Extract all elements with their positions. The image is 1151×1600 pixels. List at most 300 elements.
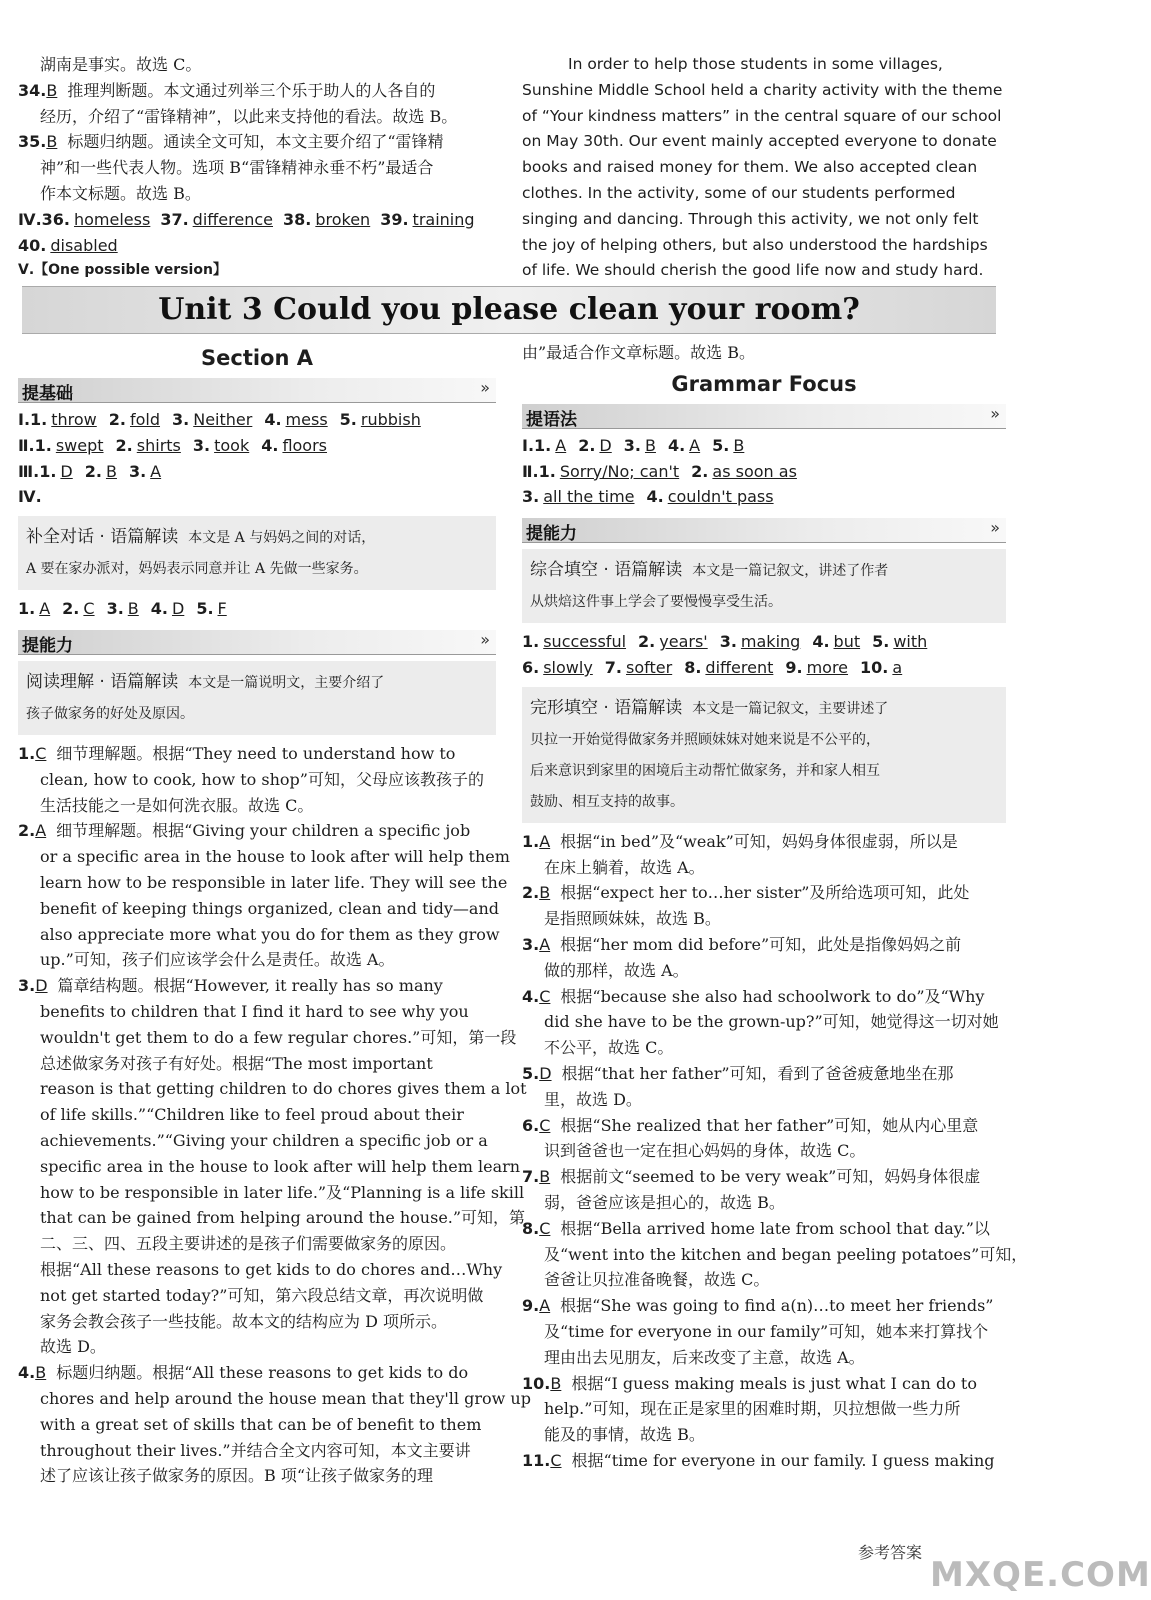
line-text: 生活技能之一是如何洗衣服。故选 C。 xyxy=(40,795,314,815)
summary-line xyxy=(530,724,998,755)
question-number: 8. xyxy=(522,1218,540,1238)
line-text: 根据“her mom did before”可知，此处是指像妈妈之前 xyxy=(560,934,962,954)
summary-line xyxy=(530,786,998,817)
answer-word: B xyxy=(733,435,745,455)
answers-row xyxy=(18,207,496,233)
answer-word: years' xyxy=(659,632,708,652)
summary-text: 后来意识到家里的困境后主动帮忙做家务，并和家人相互 xyxy=(530,762,880,779)
answer-word: couldn't pass xyxy=(667,487,774,507)
answers-row xyxy=(18,459,496,485)
line-text: 做的那样，故选 A。 xyxy=(544,960,689,980)
answer-word: C xyxy=(83,599,95,619)
summary-line xyxy=(26,698,488,729)
answer-item xyxy=(340,410,421,429)
answer-word: as soon as xyxy=(712,461,797,481)
row-label: Ⅳ. xyxy=(18,209,42,229)
summary-title: 综合填空 · 语篇解读 xyxy=(530,560,683,581)
line-text: 及“time for everyone in our family”可知，她本来打算找个 xyxy=(544,1321,989,1341)
summary-text: 贝拉一开始觉得做家务并照顾妹妹对她来说是不公平的， xyxy=(530,731,880,748)
answer-word: A xyxy=(689,435,701,455)
answer-item xyxy=(30,410,97,429)
passage-summary-box xyxy=(522,687,1006,823)
line-text: 在床上躺着，故选 A。 xyxy=(544,857,705,877)
answer-item xyxy=(812,632,860,651)
cloze-answer-line xyxy=(522,1293,1006,1319)
cloze-answer-line xyxy=(522,1267,1006,1293)
cloze-answer-line xyxy=(522,1164,1006,1190)
cloze-answer-line xyxy=(522,1422,1006,1448)
answer-number: 3. xyxy=(172,410,190,429)
answer-word: making xyxy=(740,632,801,652)
answer-item xyxy=(283,210,370,229)
question-line xyxy=(18,1076,527,1102)
line-text: clean, how to cook, how to shop”可知，父母应该教孩子的 xyxy=(40,769,484,789)
section-bar-label: 提能力 xyxy=(22,635,73,656)
answer-item xyxy=(522,632,626,651)
essay-line: clothes. In the activity, some of our students performed xyxy=(522,183,956,202)
explanation-line xyxy=(18,181,496,207)
question-line xyxy=(18,844,510,870)
line-text: 湖南是事实。故选 C。 xyxy=(40,55,202,74)
chevron-right-icon: » xyxy=(990,518,1000,538)
cloze-answer-line xyxy=(522,1138,1006,1164)
line-text: 及“went into the kitchen and began peeling potatoes”可知， xyxy=(544,1244,1028,1264)
section-label: Ⅴ.【One possible version】 xyxy=(18,262,227,279)
line-text: help.”可知，现在正是家里的困难时期，贝拉想做一些力所 xyxy=(544,1399,961,1419)
line-text: 根据“She realized that her father”可知，她从内心里意 xyxy=(560,1115,979,1135)
answer-letter: B xyxy=(35,1363,47,1383)
cloze-answer-line xyxy=(522,984,1006,1010)
question-line xyxy=(18,1154,521,1180)
answer-number: 3. xyxy=(522,487,540,507)
answer-number: 36. xyxy=(41,209,70,229)
question-line xyxy=(18,741,496,767)
answer-item xyxy=(720,632,801,651)
answers-row xyxy=(18,233,496,259)
line-text: of life skills.”“Children like to feel proud about their xyxy=(40,1105,464,1125)
summary-title: 阅读理解 · 语篇解读 xyxy=(26,671,179,692)
line-text: 不公平，故选 C。 xyxy=(544,1038,674,1058)
answer-item xyxy=(62,599,94,618)
line-text: 根据“I guess making meals is just what I can do to xyxy=(571,1373,977,1393)
answer-word: A xyxy=(39,599,51,619)
answer-number: 1. xyxy=(18,599,36,619)
passage-summary-box xyxy=(18,516,496,590)
line-text: reason is that getting children to do chores gives them a lot xyxy=(40,1079,527,1099)
passage-summary-box xyxy=(18,661,496,735)
answer-letter: D xyxy=(35,976,48,996)
question-number: 4. xyxy=(18,1363,36,1383)
cloze-answer-line xyxy=(522,1009,1006,1035)
line-text: 总述做家务对孩子有好处。根据“The most important xyxy=(40,1053,433,1073)
section-bar xyxy=(18,630,496,655)
question-number: 11. xyxy=(522,1450,551,1470)
answers-row xyxy=(18,596,496,622)
cloze-answer-line xyxy=(522,1448,1006,1474)
top-right-block xyxy=(522,52,1006,284)
answer-item xyxy=(151,599,185,618)
answer-item xyxy=(160,210,273,229)
answer-number: 39. xyxy=(380,209,409,229)
unit-title-banner xyxy=(22,286,996,334)
answer-word: a xyxy=(892,657,903,677)
summary-line xyxy=(26,667,488,698)
line-text: 识到爸爸也一定在担心妈妈的身体，故选 C。 xyxy=(544,1141,866,1161)
answer-letter: C xyxy=(550,1450,562,1470)
line-text: 爸爸让贝拉准备晚餐，故选 C。 xyxy=(544,1270,770,1290)
summary-title: 完形填空 · 语篇解读 xyxy=(530,697,683,718)
cloze-answer-line xyxy=(522,829,1006,855)
section-bar-label: 提能力 xyxy=(526,524,577,545)
answer-item xyxy=(193,436,249,455)
footer-label: 参考答案 xyxy=(858,1543,923,1562)
answers-row xyxy=(522,655,1006,681)
question-line xyxy=(18,1283,496,1309)
row-label: Ⅱ. xyxy=(522,461,539,481)
line-text: 标题归纳题。根据“All these reasons to get kids to do xyxy=(56,1363,469,1383)
answer-item xyxy=(129,462,161,481)
cloze-answer-line xyxy=(522,1216,1006,1242)
answer-letter: A xyxy=(35,821,47,841)
answers-row xyxy=(522,484,1006,510)
answer-word: training xyxy=(412,209,475,229)
question-line xyxy=(18,896,499,922)
answer-item xyxy=(172,410,252,429)
line-text: up.”可知，孩子们应该学会什么是责任。故选 A。 xyxy=(40,950,395,970)
question-line xyxy=(18,1386,531,1412)
answer-item xyxy=(534,436,566,455)
question-line xyxy=(18,1412,496,1438)
question-number: 1. xyxy=(522,831,540,851)
answer-number: 5. xyxy=(196,599,214,619)
answer-number: 5. xyxy=(872,632,890,652)
answer-letter: B xyxy=(539,1167,551,1187)
question-line xyxy=(18,818,496,844)
answer-letter: B xyxy=(550,1373,562,1393)
answer-item xyxy=(39,462,73,481)
summary-text: 本文是 A 与妈妈之间的对话， xyxy=(188,530,376,547)
answer-item xyxy=(605,658,672,677)
cloze-answer-line xyxy=(522,1371,1006,1397)
answer-number: 4. xyxy=(667,435,686,455)
passage-summary-box xyxy=(522,549,1006,623)
answer-number: 2. xyxy=(638,632,656,652)
question-line xyxy=(18,1257,503,1283)
line-text: 能及的事情，故选 B。 xyxy=(544,1425,705,1445)
answer-letter: D xyxy=(539,1063,552,1083)
line-text: throughout their lives.”并结合全文内容可知，本文主要讲 xyxy=(40,1440,471,1460)
cloze-answer-line xyxy=(522,855,1006,881)
answers-row xyxy=(522,459,1006,485)
answer-word: floors xyxy=(282,435,328,455)
line-text: 故选 D。 xyxy=(40,1337,106,1357)
question-line xyxy=(18,767,496,793)
answer-word: B xyxy=(644,435,656,455)
line-text: 弱，爸爸应该是担心的，故选 B。 xyxy=(544,1192,785,1212)
answer-number: 1. xyxy=(522,632,540,652)
answer-number: 10. xyxy=(860,657,889,677)
answer-letter: B xyxy=(46,132,58,152)
question-number: 2. xyxy=(522,883,540,903)
answer-number: 8. xyxy=(684,657,702,677)
answer-item xyxy=(109,410,160,429)
answer-word: more xyxy=(806,657,849,677)
answer-word: with xyxy=(893,632,928,652)
summary-text: A 要在家办派对，妈妈表示同意并让 A 先做一些家务。 xyxy=(26,561,368,578)
answer-item xyxy=(85,462,117,481)
question-line xyxy=(18,1309,496,1335)
line-text: 家务会教会孩子一些技能。故本文的结构应为 D 项所示。 xyxy=(40,1311,448,1331)
unit-title: Unit 3 Could you please clean your room? xyxy=(158,292,860,327)
answer-word: slowly xyxy=(543,657,593,677)
essay-line: the joy of helping others, but also understood the hardships xyxy=(522,235,988,254)
answer-number: 4. xyxy=(812,632,830,652)
cloze-answer-line xyxy=(522,1319,1006,1345)
question-number: 7. xyxy=(522,1167,540,1187)
essay-line: of “Your kindness matters” in the central square of our school xyxy=(522,106,1002,125)
line-text: wouldn't get them to do a few regular chores.”可知，第一段 xyxy=(40,1027,517,1047)
question-line xyxy=(18,1360,496,1386)
answer-word: mess xyxy=(285,410,328,429)
summary-text: 鼓励、相互支持的故事。 xyxy=(530,793,684,810)
answer-word: homeless xyxy=(74,209,151,229)
summary-line xyxy=(530,693,998,724)
question-number: 1. xyxy=(18,743,36,763)
line-text: 根据“in bed”及“weak”可知，妈妈身体很虚弱，所以是 xyxy=(560,831,958,851)
answer-number: 4. xyxy=(150,599,168,619)
question-line xyxy=(18,922,500,948)
summary-title: 补全对话 · 语篇解读 xyxy=(26,527,179,548)
summary-text: 本文是一篇记叙文，讲述了作者 xyxy=(692,563,889,580)
answers-row xyxy=(522,433,1006,459)
answer-letter: C xyxy=(539,1115,551,1135)
essay-line: on May 30th. Our event mainly accepted everyone to donate xyxy=(522,132,997,151)
question-line xyxy=(18,1180,525,1206)
explanation-line xyxy=(18,129,496,155)
line-text: not get started today?”可知，第六段总结文章，再次说明做 xyxy=(40,1285,484,1305)
line-text: 理由出去见朋友，后来改变了主意，故选 A。 xyxy=(544,1347,865,1367)
explanation-line xyxy=(18,78,496,104)
answer-word: all the time xyxy=(543,487,635,507)
essay-line: books and raised money for them. We also accepted clean xyxy=(522,158,978,177)
answers-row xyxy=(18,433,496,459)
answer-letter: C xyxy=(539,1218,551,1238)
question-line xyxy=(18,1051,496,1077)
line-text: specific area in the house to look after will help them learn xyxy=(40,1156,521,1176)
answer-number: 2. xyxy=(115,435,133,455)
answer-number: 3. xyxy=(128,461,147,481)
answer-item xyxy=(638,632,708,651)
chevron-right-icon: » xyxy=(990,403,1000,423)
answer-item xyxy=(712,436,744,455)
question-number: 2. xyxy=(18,821,36,841)
line-text: 细节理解题。根据“Giving your children a specific job xyxy=(56,821,471,841)
question-number: 10. xyxy=(522,1373,551,1393)
chevron-right-icon: » xyxy=(480,378,490,397)
answer-word: swept xyxy=(55,435,104,455)
top-left-block xyxy=(18,52,496,284)
line-text: with a great set of skills that can be of benefit to them xyxy=(40,1414,482,1434)
answer-word: shirts xyxy=(136,435,181,455)
question-line xyxy=(18,870,508,896)
answer-letter: B xyxy=(539,883,551,903)
answer-number: 3. xyxy=(192,435,211,455)
answer-word: different xyxy=(705,657,774,677)
answer-number: 1. xyxy=(534,435,552,455)
line-text: did she have to be the grown-up?”可知，她觉得这一切对她 xyxy=(544,1012,999,1032)
summary-text: 本文是一篇说明文，主要介绍了 xyxy=(188,674,385,691)
section-bar xyxy=(18,378,496,403)
left-column xyxy=(18,340,531,1489)
answer-word: broken xyxy=(315,209,371,229)
answer-item xyxy=(691,462,797,481)
answer-item xyxy=(539,462,680,481)
section-bar-label: 提基础 xyxy=(22,384,73,404)
answer-number: 5. xyxy=(712,435,730,455)
line-text: 根据“expect her to…her sister”及所给选项可知，此处 xyxy=(560,883,970,903)
essay-line: singing and dancing. Through this activity, we not only felt xyxy=(522,209,979,228)
summary-text: 从烘焙这件事上学会了要慢慢享受生活。 xyxy=(530,594,782,611)
cloze-answer-line xyxy=(522,1242,1028,1268)
answer-word: Neither xyxy=(193,410,253,429)
answer-word: but xyxy=(833,632,861,652)
summary-line xyxy=(530,555,998,586)
line-text: 二、三、四、五段主要讲述的是孩子们需要做家务的原因。 xyxy=(40,1234,457,1254)
line-text: or a specific area in the house to look after will help them xyxy=(40,847,510,867)
cloze-answer-line xyxy=(522,932,1006,958)
answer-word: throw xyxy=(51,410,97,429)
question-number: 3. xyxy=(522,934,540,954)
question-line xyxy=(18,947,496,973)
answer-number: 40. xyxy=(18,235,47,255)
essay-line: In order to help those students in some villages, xyxy=(568,55,943,73)
row-label: Ⅱ. xyxy=(18,435,35,455)
question-line xyxy=(18,1205,526,1231)
answer-word: difference xyxy=(192,209,273,229)
summary-line xyxy=(530,755,998,786)
answer-number: 2. xyxy=(691,461,709,481)
answer-item xyxy=(18,599,50,618)
line-text: that can be gained from helping around the house.”可知，第 xyxy=(40,1208,526,1228)
line-text: 标题归纳题。通读全文可知，本文主要介绍了“雷锋精 xyxy=(67,132,444,152)
cloze-answer-line xyxy=(522,1035,1006,1061)
answer-word: Sorry/No; can't xyxy=(559,461,680,481)
answer-item xyxy=(522,487,635,506)
line-text: 根据“that her father”可知，看到了爸爸疲惫地坐在那 xyxy=(561,1063,954,1083)
answer-item xyxy=(35,436,104,455)
question-line xyxy=(18,1463,496,1489)
right-column xyxy=(522,340,1028,1474)
question-number: 5. xyxy=(522,1063,540,1083)
summary-line xyxy=(530,586,998,617)
cloze-answer-line xyxy=(522,1061,1006,1087)
section-bar xyxy=(522,518,1006,543)
question-line xyxy=(18,1128,496,1154)
answer-number: 2. xyxy=(62,599,80,619)
answer-word: D xyxy=(60,461,73,481)
summary-line xyxy=(26,553,488,584)
chevron-right-icon: » xyxy=(480,629,490,649)
answer-item xyxy=(872,632,927,651)
line-text: 作本文标题。故选 B。 xyxy=(40,183,201,203)
row-label: Ⅲ. xyxy=(18,461,40,481)
line-text: 根据“time for everyone in our family. I guess making xyxy=(571,1450,995,1470)
question-line xyxy=(18,793,496,819)
answer-item xyxy=(684,658,773,677)
answer-item xyxy=(380,210,474,229)
line-text: 是指照顾妹妹，故选 B。 xyxy=(544,909,721,929)
answer-number: 2. xyxy=(578,435,596,455)
answer-item xyxy=(107,599,139,618)
question-number: 3. xyxy=(18,976,36,996)
answer-word: disabled xyxy=(50,235,118,255)
question-line xyxy=(18,973,496,999)
watermark: MXQE.COM xyxy=(930,1555,1151,1595)
answer-letter: A xyxy=(539,831,551,851)
answer-letter: A xyxy=(539,1296,551,1316)
answer-item xyxy=(785,658,848,677)
row-label: Ⅰ. xyxy=(522,435,535,455)
line-text: 根据“Bella arrived home late from school that day.”以 xyxy=(560,1218,990,1238)
cloze-answer-line xyxy=(522,906,1006,932)
question-line xyxy=(18,1438,496,1464)
answer-number: 7. xyxy=(604,657,623,677)
question-line xyxy=(18,1231,496,1257)
answer-word: rubbish xyxy=(360,410,421,429)
answer-number: 9. xyxy=(785,657,803,677)
answer-word: F xyxy=(217,599,227,619)
line-text: 篇章结构题。根据“However, it really has so many xyxy=(57,976,443,996)
answer-item xyxy=(668,436,700,455)
answer-number: 1. xyxy=(39,461,57,481)
cloze-answer-line xyxy=(522,1087,1006,1113)
answer-item xyxy=(196,599,226,618)
cloze-answer-line xyxy=(522,1396,1006,1422)
question-number: 4. xyxy=(522,986,540,1006)
answers-row xyxy=(522,629,1006,655)
question-line xyxy=(18,999,496,1025)
line-text: learn how to be responsible in later life. They will see the xyxy=(40,872,508,892)
summary-text: 本文是一篇记叙文，主要讲述了 xyxy=(692,700,889,717)
answer-number: 1. xyxy=(30,410,48,429)
essay-line: of life. We should cherish the good life now and study hard. xyxy=(522,261,984,280)
row-label: Ⅳ. xyxy=(18,487,42,507)
question-number: 9. xyxy=(522,1296,540,1316)
answer-word: successful xyxy=(543,632,627,652)
cloze-answer-line xyxy=(522,880,1006,906)
answer-item xyxy=(42,210,151,229)
cloze-answer-line xyxy=(522,1190,1006,1216)
answer-word: A xyxy=(555,435,567,455)
question-line xyxy=(18,1025,517,1051)
answer-number: 6. xyxy=(522,657,540,677)
answer-word: D xyxy=(171,599,185,619)
summary-text: 孩子做家务的好处及原因。 xyxy=(26,705,194,722)
answer-word: B xyxy=(105,461,117,481)
answer-item xyxy=(578,436,612,455)
question-number: 34. xyxy=(18,80,47,100)
cloze-answer-line xyxy=(522,1113,1006,1139)
answer-number: 1. xyxy=(538,461,556,481)
line-text: 根据“because she also had schoolwork to do”及“Why xyxy=(560,986,985,1006)
answer-word: A xyxy=(150,461,162,481)
answer-item xyxy=(522,658,593,677)
answer-number: 2. xyxy=(108,410,126,429)
continued-line: 由”最适合作文章标题。故选 B。 xyxy=(522,343,756,362)
answer-number: 3. xyxy=(623,435,641,455)
answer-number: 4. xyxy=(261,435,279,455)
line-text: 推理判断题。本文通过列举三个乐于助人的人各自的 xyxy=(67,80,436,100)
